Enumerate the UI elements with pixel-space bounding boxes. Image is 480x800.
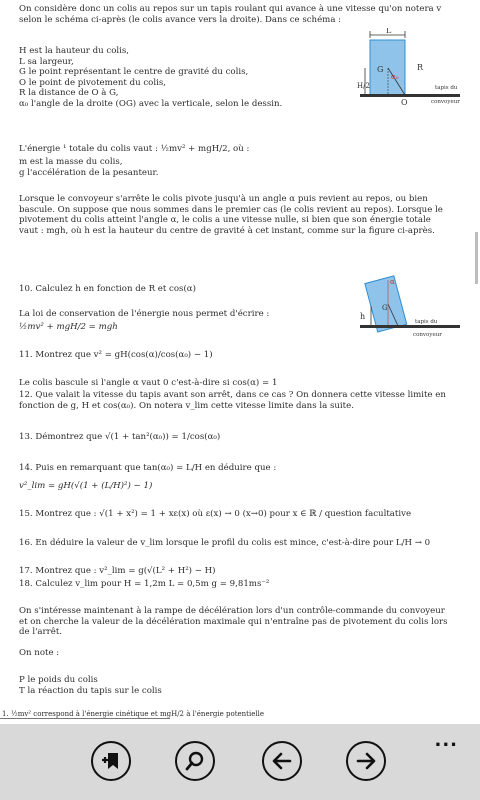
energy-definitions [19,157,449,178]
definition-item: α₀ l'angle de la droite (OG) avec la verticale, selon le dessin. [19,98,283,109]
label-R: R [417,63,424,72]
question-17: 17. Montrez que : v²_lim = g(√(L² + H²) − H) [19,566,216,576]
tapis-line [360,94,460,97]
energy-line: L'énergie ¹ totale du colis vaut : ½mv² + mgH/2, où : [19,144,250,154]
conservation-line: La loi de conservation de l'énergie nous permet d'écrire : [19,309,270,319]
arrow-right-icon [355,750,377,772]
question-13: 13. Démontrez que √(1 + tan²(α₀)) = 1/cos(α₀) [19,432,221,442]
definition-item: g l'accélération de la pesanteur. [19,167,159,178]
footnote: 1. ½mv² correspond à l'énergie cinétique et mgH/2 à l'énergie potentielle [2,710,264,718]
vector-item: T la réaction du tapis sur le colis [19,685,162,696]
question-11: 11. Montrez que v² = gH(cos(α)/cos(α₀) − 1) [19,350,213,360]
definition-item: L sa largeur, [19,56,74,67]
label-alpha: α [390,278,395,286]
definition-item: m est la masse du colis, [19,157,123,167]
paragraph-pivot: Lorsque le convoyeur s'arrête le colis pivote jusqu'à un angle α puis revient au repos, ou bien bascule. On suppose que nous sommes dans le premier cas (le colis revient au repos). Lorsque le pivotement du colis atteint l'angle α, le colis a une vitesse nulle, si bien que son énergie totale vaut : mgh, où h est la hauteur du centre de gravité à cet instant, comme sur la figure ci-après. [19,194,443,236]
definitions-list [19,46,319,110]
search-button[interactable] [175,741,215,781]
paragraph-rampe: On s'intéresse maintenant à la rampe de décélération lors d'un contrôle-commande du convoyeur et on cherche la valeur de la décélération maximale qui n'entraîne pas de pivotement du colis lors de l'arrêt. [19,606,448,638]
figure-colis-repos [355,28,460,106]
label-L: L [386,28,392,35]
vector-list [19,675,449,696]
question-12: 12. Que valait la vitesse du tapis avant son arrêt, dans ce cas ? On donnera cette vitesse limite en fonction de g, H et cos(α₀). On notera v_lim cette vitesse limite dans la suite. [19,390,446,411]
label-h: h [360,312,366,321]
label-H2: H/2 [357,82,370,90]
back-button[interactable] [262,741,302,781]
definition-item: G le point représentant le centre de gravité du colis, [19,67,249,78]
conservation-equation: ½mv² + mgH/2 = mgh [19,322,118,332]
label-G2: G [382,304,388,312]
on-note-line: On note : [19,648,60,658]
search-icon [184,750,206,772]
label-convoyeur-2: convoyeur [413,332,442,338]
definition-item: O le point de pivotement du colis, [19,77,166,88]
question-14-equation: v²_lim = gH(√(1 + (L/H)²) − 1) [19,481,153,491]
question-15: 15. Montrez que : √(1 + x²) = 1 + xε(x) où ε(x) → 0 (x→0) pour x ∈ ℝ / question facultative [19,509,412,519]
intro-paragraph: On considère donc un colis au repos sur un tapis roulant qui avance à une vitesse qu'on notera v selon le schéma ci-après (le colis avance vers la droite). Dans ce schéma : [19,4,442,25]
tapis-line-2 [360,325,460,328]
question-10: 10. Calculez h en fonction de R et cos(α) [19,284,196,294]
label-convoyeur: convoyeur [431,99,460,105]
question-18: 18. Calculez v_lim pour H = 1,2m L = 0,5m g = 9,81ms⁻² [19,579,270,589]
label-O: O [401,98,408,106]
arrow-left-icon [271,750,293,772]
label-G: G [377,65,384,74]
definition-item: R la distance de O à G, [19,88,119,99]
definition-item: H est la hauteur du colis, [19,46,130,56]
add-bookmark-button[interactable] [91,741,131,781]
bascule-line: Le colis bascule si l'angle α vaut 0 c'est-à-dire si cos(α) = 1 [19,378,278,388]
label-alpha0: α₀ [391,73,399,81]
scrollbar-thumb[interactable] [475,232,478,284]
forward-button[interactable] [346,741,386,781]
question-16: 16. En déduire la valeur de v_lim lorsque le profil du colis est mince, c'est-à-dire pour L/H → 0 [19,538,431,548]
label-tapis-2: tapis du [415,319,438,325]
footnote-divider [0,718,170,719]
question-14: 14. Puis en remarquant que tan(α₀) = L/H en déduire que : [19,463,277,473]
app-bar [0,724,480,800]
bookmark-add-icon [100,750,122,772]
more-options-button[interactable]: ... [434,730,458,751]
figure-colis-pivot [355,270,460,340]
label-tapis: tapis du [435,85,458,91]
vector-item: P le poids du colis [19,675,98,685]
